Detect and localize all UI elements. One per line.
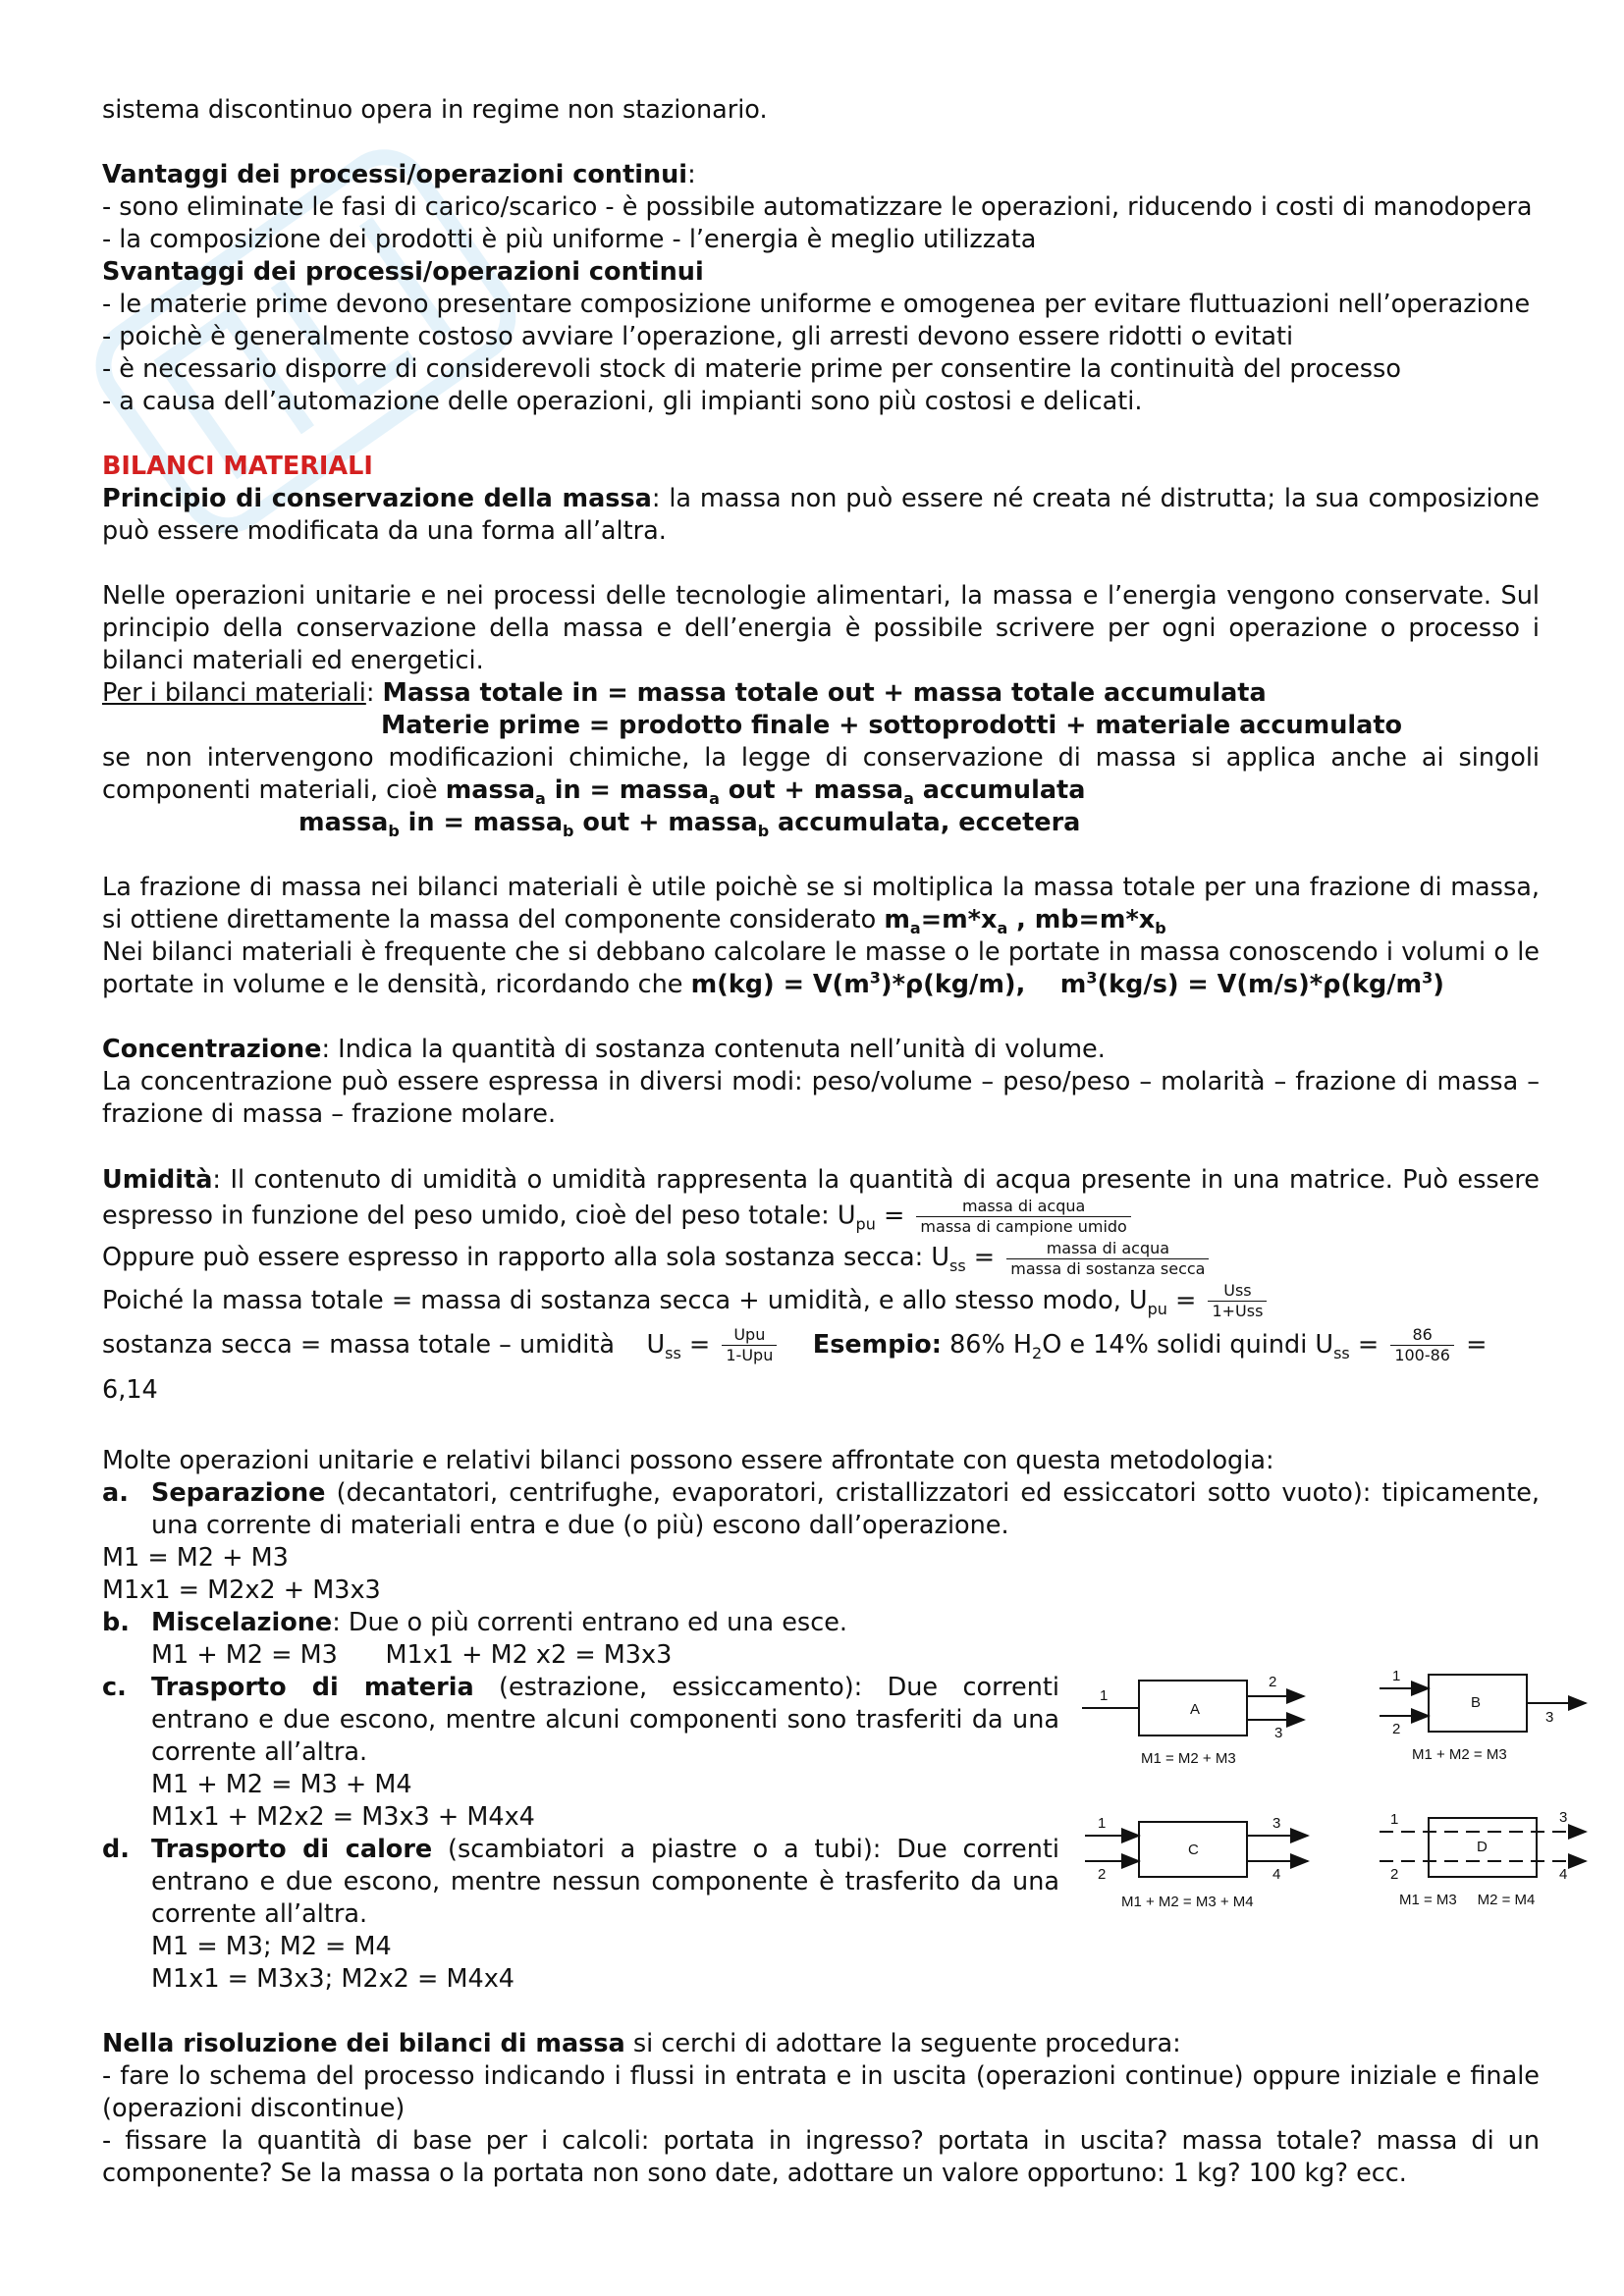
list-item-d: d. Trasporto di calore (scambiatori a piastre o a tubi): Due correnti entrano e due escono, mentre nessun componente è trasferito da una corrente all’altra.	[102, 1834, 1059, 1929]
fraction: $\frac{86}{100-86}$	[1390, 1325, 1454, 1365]
fraction: $\frac{\text{Uss}}{\text{1+Uss}}$	[1208, 1281, 1267, 1321]
concentrazione-line: Concentrazione: Indica la quantità di sostanza contenuta nell’unità di volume.	[102, 1035, 1106, 1064]
umidita-line-2: Oppure può essere espresso in rapporto alla sola sostanza secca: $U_{ss}$ = $\frac{\text{massa di acqua}}{\text{massa di sostanza secca}}$	[102, 1237, 1540, 1279]
stream-number: 1	[1390, 1811, 1399, 1828]
diagram-label: A	[1190, 1701, 1201, 1718]
procedura-title: Nella risoluzione dei bilanci di massa si cerchi di adottare la seguente procedura:	[102, 2028, 1181, 2058]
svantaggi-line: - le materie prime devono presentare composizione uniforme e omogenea per evitare fluttuazioni nell’operazione	[102, 290, 1531, 319]
procedura-line: - fissare la quantità di base per i calcoli: portata in ingresso? portata in uscita? massa totale? massa di un componente? Se la massa o la portata non sono date, adottare un valore opportuno: 1 kg? 100 kg? ecc.	[102, 2125, 1540, 2188]
stream-number: 2	[1390, 1866, 1399, 1883]
stream-number: 2	[1269, 1674, 1277, 1690]
bilanci-eq1: Per i bilanci materiali: Massa totale in = massa totale out + massa totale accumulata	[102, 678, 1267, 708]
umidita-line-3: Poiché la massa totale = massa di sostanza secca + umidità, e allo stesso modo, $U_{pu}$ = $\frac{\text{Uss}}{\text{1+Uss}}$	[102, 1279, 1540, 1322]
diagram-mixing	[1380, 1668, 1586, 1763]
fraction: $\frac{\text{massa di acqua}}{\text{massa di sostanza secca}}$	[1006, 1239, 1209, 1279]
stream-number: 3	[1545, 1709, 1554, 1726]
diagram-label: C	[1188, 1842, 1199, 1858]
procedura-line: - fare lo schema del processo indicando i flussi in entrata e in uscita (operazioni continue) oppure iniziale e finale (operazioni discontinue)	[102, 2060, 1540, 2123]
stream-number: 2	[1392, 1721, 1401, 1737]
massa-b-eq: massa$_b$ in = massa$_b$ out + massa$_b$ accumulata, eccetera	[298, 808, 1081, 841]
svantaggi-line: - poichè è generalmente costoso avviare l’operazione, gli arresti devono essere ridotti o evitati	[102, 322, 1294, 351]
list-item-b: b. Miscelazione: Due o più correnti entrano ed una esce.	[102, 1607, 848, 1637]
stream-number: 3	[1272, 1815, 1281, 1832]
diagram-label: D	[1477, 1839, 1488, 1855]
section-heading-bilanci: BILANCI MATERIALI	[102, 452, 373, 481]
equation: M1 + M2 = M3 + M4	[151, 1769, 412, 1799]
intro-text: sistema discontinuo opera in regime non stazionario.	[102, 95, 768, 125]
operazioni-intro: Molte operazioni unitarie e relativi bilanci possono essere affrontate con questa metodologia:	[102, 1445, 1274, 1475]
stream-number: 4	[1272, 1866, 1281, 1883]
equation: M1x1 = M3x3; M2x2 = M4x4	[151, 1963, 515, 1994]
stream-number: 1	[1100, 1687, 1109, 1704]
bilanci-eq2: Materie prime = prodotto finale + sottoprodotti + materiale accumulato	[381, 711, 1403, 740]
equation: M1x1 + M2x2 = M3x3 + M4x4	[151, 1801, 535, 1832]
stream-number: 1	[1392, 1668, 1401, 1684]
umidita-paragraph: Umidità: Il contenuto di umidità o umidità rappresenta la quantità di acqua presente in una matrice. Può essere espresso in funzione del peso umido, cioè del peso totale: $U_{pu}$ = $\frac{\text{massa di acqua}}{\text{massa di campione umido}}$	[102, 1165, 1540, 1236]
fraction: $\frac{\text{Upu}}{\text{1-Upu}}$	[722, 1325, 777, 1365]
diagram-label: B	[1471, 1694, 1482, 1711]
svantaggi-title: Svantaggi dei processi/operazioni continui	[102, 257, 704, 287]
diagram-caption: M1 + M2 = M3 + M4	[1121, 1894, 1254, 1910]
diagram-heat-transfer	[1380, 1809, 1586, 1908]
frazione-paragraph-2: Nei bilanci materiali è frequente che si debbano calcolare le masse o le portate in massa conoscendo i volumi o le portate in volume e le densità, ricordando che $m(kg) = V(m^3)*\rho(kg/m)$, $m^3(kg/s) = V(m/s)*\rho(kg/m^3)$	[102, 937, 1540, 999]
principio-paragraph: Principio di conservazione della massa: la massa non può essere né creata né distrutta; la sua composizione può essere modificata da una forma all’altra.	[102, 484, 1540, 546]
list-item-a: a. Separazione (decantatori, centrifughe, evaporatori, cristallizzatori ed essiccatori sotto vuoto): tipicamente, una corrente di materiali entra e due (o più) escono dall’operazione.	[102, 1477, 1540, 1540]
bilanci-paragraph-2: se non intervengono modificazioni chimiche, la legge di conservazione di massa si applica anche ai singoli componenti materiali, cioè massa$_a$ in = massa$_a$ out + massa$_a$ accumulata	[102, 743, 1540, 809]
diagram-caption: M1 + M2 = M3	[1412, 1746, 1507, 1763]
stream-number: 4	[1559, 1866, 1568, 1883]
stream-number: 3	[1274, 1725, 1283, 1741]
vantaggi-title: Vantaggi dei processi/operazioni continui:	[102, 160, 696, 189]
stream-number: 1	[1098, 1815, 1107, 1832]
stream-number: 2	[1098, 1866, 1107, 1883]
diagram-caption: M1 = M3 M2 = M4	[1399, 1892, 1536, 1908]
umidita-line-4: sostanza secca = massa totale – umidità $U_{ss}$ = $\frac{\text{Upu}}{\text{1-Upu}}$ Esempio: 86% $H_2O$ e 14% solidi quindi $U_{ss}$ = $\frac{86}{100-86}$ = 6,14	[102, 1325, 1488, 1405]
equation: M1 = M2 + M3	[102, 1542, 289, 1573]
diagram-separation	[1082, 1674, 1304, 1767]
fraction: $\frac{\text{massa di acqua}}{\text{massa di campione umido}}$	[916, 1197, 1130, 1237]
diagram-caption: M1 = M2 + M3	[1141, 1750, 1236, 1767]
svantaggi-line: - a causa dell’automazione delle operazioni, gli impianti sono più costosi e delicati.	[102, 387, 1143, 416]
vantaggi-line: - sono eliminate le fasi di carico/scarico - è possibile automatizzare le operazioni, riducendo i costi di manodopera	[102, 192, 1533, 222]
unit-operation-diagrams	[1080, 1659, 1591, 1934]
vantaggi-line: - la composizione dei prodotti è più uniforme - l’energia è meglio utilizzata	[102, 225, 1037, 254]
equation: M1 = M3; M2 = M4	[151, 1931, 392, 1961]
svantaggi-line: - è necessario disporre di considerevoli stock di materie prime per consentire la continuità del processo	[102, 354, 1401, 384]
frazione-paragraph: La frazione di massa nei bilanci materiali è utile poichè se si moltiplica la massa totale per una frazione di massa, si ottiene direttamente la massa del componente considerato $m_a=m*x_a$ , $mb=m*x_b$	[102, 873, 1540, 938]
bilanci-paragraph: Nelle operazioni unitarie e nei processi delle tecnologie alimentari, la massa e l’energia vengono conservate. Sul principio della conservazione della massa e dell’energia è possibile scrivere per ogni operazione o processo i bilanci materiali ed energetici.	[102, 581, 1540, 675]
equation: M1x1 = M2x2 + M3x3	[102, 1575, 381, 1605]
diagram-mass-transfer	[1085, 1815, 1308, 1910]
list-item-c: c. Trasporto di materia (estrazione, essiccamento): Due correnti entrano e due escono, mentre alcuni componenti sono trasferiti da una corrente all’altra.	[102, 1672, 1059, 1767]
stream-number: 3	[1559, 1809, 1568, 1826]
concentrazione-line-2: La concentrazione può essere espressa in diversi modi: peso/volume – peso/peso – molarità – frazione di massa – frazione di massa – frazione molare.	[102, 1067, 1540, 1129]
equation: M1 + M2 = M3 M1x1 + M2 x2 = M3x3	[151, 1639, 673, 1670]
